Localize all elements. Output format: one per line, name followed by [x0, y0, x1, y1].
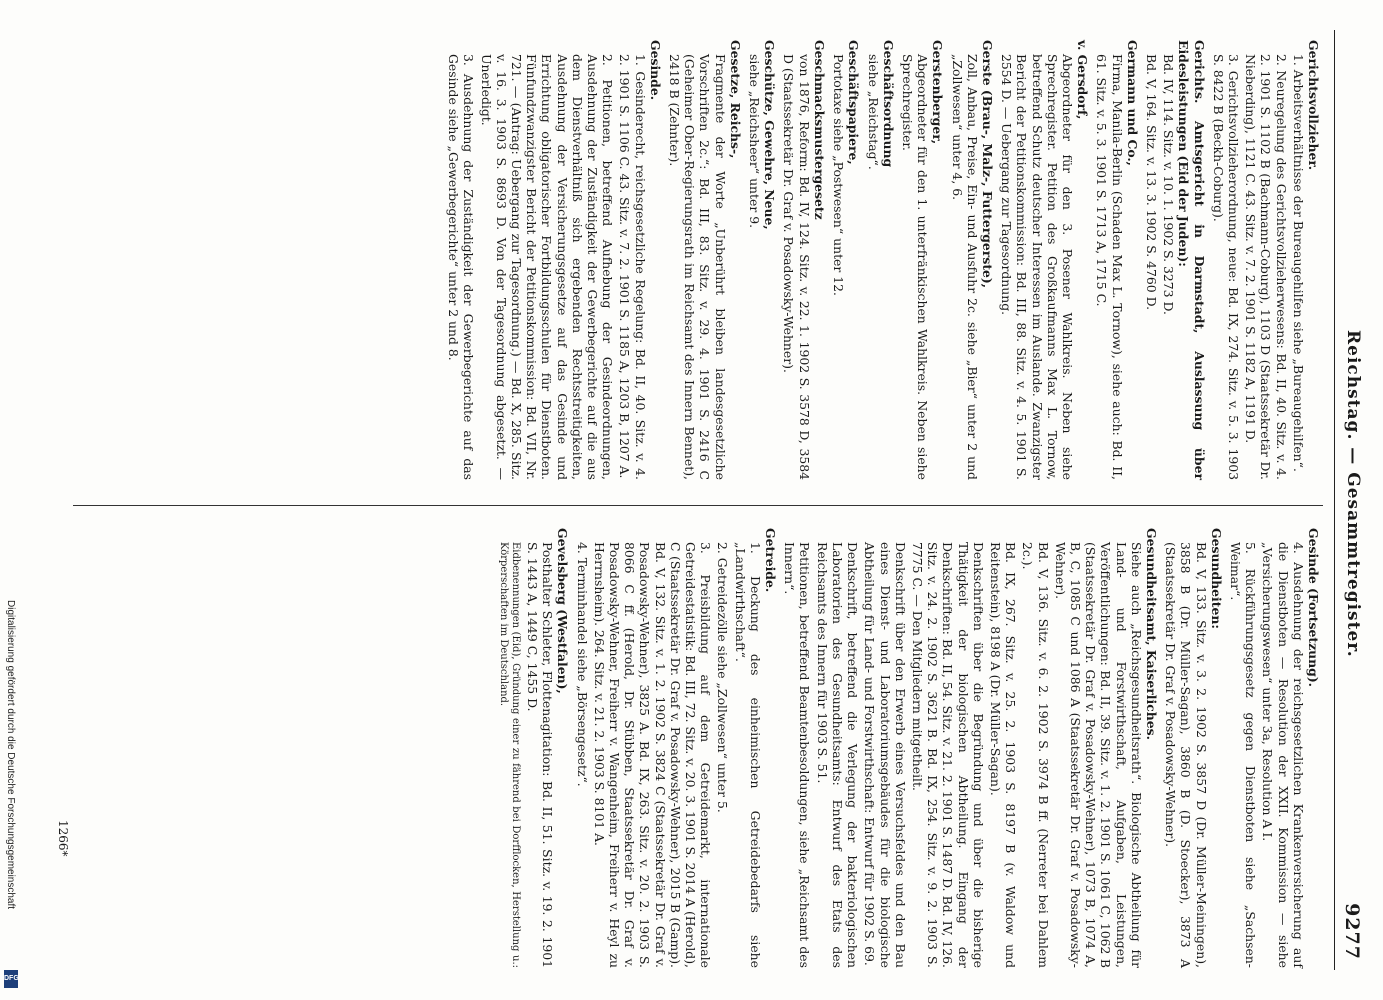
entry-heading: Germann und Co.,	[1124, 40, 1140, 166]
entry-reference: 5. Rückführungsgesetz gegen Dienstboten siehe „Sachsen-Weimar“.	[1227, 542, 1259, 968]
entry-reference: 1. Gesinderecht, reichsgesetzliche Regelung: Bd. II, 40. Sitz. v. 4. 2. 1901 S. 1106 C. 43. Sitz. v. 7. 2. 1901 S. 1185 A, 1203 B, 1207 A.	[617, 54, 648, 480]
right-column	[495, 528, 1321, 968]
index-entry	[747, 40, 777, 480]
entry-reference: Siehe auch „Reichsgesundheitsrath“. Biologische Abtheilung für Land- und Forstwirthschaft, Aufgaben, Leistungen, Veröffentlichungen: Bd. II, 39. Sitz. v. 1. 2. 1901 S. 1061 C, 1062 B (Staatssekretär Dr. Graf v. Posadowsky-Wehner), 1073 B, 1074 A, B, C, 1085 C und 1086 A (Staatssekretär Dr. Graf v. Posadowsky-Wehner).	[1052, 542, 1144, 968]
entry-heading: Gesinde.	[647, 40, 663, 101]
entry-reference: Zoll, Anbau, Preise, Ein- und Ausfuhr 2c. siehe „Bier“ unter 2 und „Zollwesen“ unter 4, 6.	[949, 54, 980, 480]
entry-reference: 4. Terminhandel siehe „Börsengesetz“.	[574, 542, 590, 787]
entry-reference: Portotaxe siehe „Postwesen“ unter 12.	[831, 54, 847, 296]
entry-heading: Gesinde (Fortsetzung).	[1306, 528, 1321, 687]
entry-reference: Bd. V, 164. Sitz. v. 13. 3. 1902 S. 4760 D.	[1143, 54, 1159, 311]
entry-heading: Gevelsberg (Westfalen),	[555, 528, 571, 694]
entry-reference: Bd. V, 133. Sitz. v. 3. 2. 1902 S. 3857 D (Dr. Müller-Meiningen), 3858 B (Dr. Müller-Sagan), 3860 B (D. Stoecker), 3873 A (Staatssekretär Dr. Graf v. Posadowsky-Wehner).	[1163, 542, 1209, 968]
entry-reference: 3. Gerichtsvollzieherordnung, neue: Bd. IX, 274. Sitz. v. 5. 3. 1903 S. 8422 B (Beckh-Coburg).	[1210, 54, 1241, 480]
left-column	[442, 40, 1321, 480]
index-entry	[1163, 528, 1224, 968]
column-divider	[73, 505, 1323, 506]
index-entry	[525, 528, 571, 968]
footer-number: 1266*	[56, 820, 70, 857]
entry-heading: Gerste (Brau-, Malz-, Futtergerste),	[979, 40, 995, 289]
index-entry	[1094, 40, 1140, 480]
header-rule	[1334, 30, 1335, 970]
entry-heading: Geschmacksmustergesetz	[811, 40, 827, 220]
index-entry	[446, 40, 663, 480]
entry-reference: Bd. IX, 267. Sitz. v. 25. 2. 1903 S. 8197 B (v. Waldow und Reitenstein), 8198 A (Dr. Müller-Sagan).	[987, 542, 1019, 968]
entry-reference: Bd. V, 136. Sitz. v. 6. 2. 1902 S. 3974 B ff. (Nerreter bei Dahlem 2c.).	[1020, 542, 1051, 968]
index-entry	[865, 40, 895, 480]
entry-heading: Gerichtsvollzieher.	[1306, 40, 1321, 171]
entry-heading: Gesundheiten:	[1208, 528, 1224, 629]
index-entry	[667, 40, 743, 480]
entry-heading: Getreide.	[763, 528, 779, 593]
header-title: Reichstag. — Gesammtregister.	[1343, 330, 1363, 658]
index-entry	[782, 528, 1159, 968]
index-entry	[831, 40, 861, 480]
entry-reference: 2. Petitionen, betreffend Aufhebung der Gesindeordnungen, Ausdehnung der Zuständigkeit der Gewerbegerichte auf die aus dem Dienstverhältniß sich ergebenden Rechtsstreitigkeiten, Ausdehnung der Versicherungsgesetze auf das Gesinde und Errichtung obligatorischer Fortbildungsschulen für Dienstboten. Fünfundzwanzigster Bericht der Petitionskommission: Bd. VII, Nr. 721. — (Antrag: Uebergang zur Tagesordnung.) — Bd. X, 285. Sitz. v. 16. 3. 1903 S. 8693 D. Von der Tagesordnung abgesetzt. — Unerledigt.	[478, 54, 616, 480]
entry-heading: Gerstenberger,	[930, 40, 946, 145]
running-header	[1337, 40, 1363, 960]
dfg-logo-icon: DFG	[4, 970, 18, 988]
dfg-notice-text: Digitalisierung gefördert durch die Deutsche Forschungsgemeinschaft	[5, 600, 16, 910]
entry-reference: siehe „Reichsheer“ unter 9.	[747, 54, 763, 229]
entry-reference: Abgeordneter für den 3. Posener Wahlkreis. Neben siehe Sprechregister. Petition des Großkaufmanns Max L. Tornow, betreffend Schutz deutscher Interessen im Auslande. Zwanzigster Bericht der Petitionskommission: Bd. III, 88. Sitz. v. 4. 5. 1901 S. 2554 D. — Uebergang zur Tagesordnung.	[999, 54, 1075, 480]
index-entry	[900, 40, 946, 480]
index-entry	[1228, 528, 1321, 968]
entry-reference: Posthalter Schleter, Flottenagitation: Bd. II, 51. Sitz. v. 19. 2. 1901 S. 1443 A, 1449 C, 1455 D.	[525, 542, 556, 968]
entry-heading: Gerichts. Amtsgericht in Darmstadt, Auslassung über Eidesleistungen (Eid der Juden):	[1176, 40, 1207, 480]
entry-reference: 4. Ausdehnung der reichsgesetzlichen Krankenversicherung auf die Dienstboten — Resolution der XXII. Kommission — siehe „Versicherungswesen“ unter 3a, Resolution A I.	[1260, 542, 1306, 968]
index-entry	[781, 40, 827, 480]
entry-heading: v. Gersdorf,	[1075, 40, 1091, 120]
entry-heading: Gesetze, Reichs-,	[727, 40, 743, 159]
page-number: 9277	[1341, 903, 1363, 960]
entry-heading: Gesundheitsamt, Kaiserliches.	[1143, 528, 1159, 740]
entry-reference: Bd. IV, 114. Sitz. v. 10. 1. 1902 S. 3273 D.	[1161, 54, 1177, 315]
entry-reference: 3. Ausdehnung der Zuständigkeit der Gewerbegerichte auf das Gesinde siehe „Gewerbegerichte“ unter 2 und 8.	[446, 54, 477, 480]
entry-heading: Geschütze, Gewehre, Neue,	[762, 40, 778, 230]
entry-reference: Petitionen, betreffend Beamtenbesoldungen, siehe „Reichsamt des Innern“.	[782, 542, 813, 968]
entry-reference: 2. Getreidezölle siehe „Zollwesen“ unter 5.	[715, 542, 731, 813]
entry-reference: Denkschrift über den Erwerb eines Versuchsfeldes und den Bau eines Dienst- und Laboratoriumsgebäudes für die biologische Abtheilung für Land- und Forstwirthschaft: Entwurf für 1902 S. 69.	[862, 542, 908, 968]
entry-reference: Denkschrift, betreffend die Verlegung der bakteriologischen Laboratorien des Gesundheitsamts: Entwurf des Etats des Reichsamts des Innern für 1903 S. 51.	[814, 542, 861, 968]
margin-note: Eidbenennungen (Eid), Gründung einer zu fährend bei Dorfflocken, Herstellung u.: Körperschaften im Deutschland.	[497, 542, 521, 968]
entry-reference: 1. Deckung des einheimischen Getreidebedarfs siehe „Landwirthschaft“.	[732, 542, 763, 968]
entry-reference: 2. Neuregelung des Gerichtsvollzieherwesens: Bd. II, 40. Sitz. v. 4. 2. 1901 S. 1102 B (Bachmann-Coburg), 1103 D (Staatssekretär Dr. Nieberding), 1121 C. 43. Sitz. v. 7. 2. 1901 S. 1182 A, 1191 D.	[1243, 54, 1289, 480]
index-entry	[949, 40, 995, 480]
entry-reference: von 1876, Reform: Bd. IV, 124. Sitz. v. 22. 1. 1902 S. 3578 D, 3584 D (Staatssekretär Dr. Graf v. Posadowsky-Wehner).	[781, 54, 812, 480]
entry-heading: Geschäftsordnung	[880, 40, 896, 168]
index-entry	[1144, 40, 1207, 480]
index-entry	[999, 40, 1090, 480]
dfg-notice	[4, 600, 18, 990]
entry-reference: 1. Arbeitsverhältnisse der Bureaugehilfen siehe „Bureaugehilfen“.	[1290, 54, 1306, 472]
index-entry	[1211, 40, 1321, 480]
index-entry	[574, 528, 778, 968]
entry-reference: Fragmente der Worte „Unberührt bleiben landesgesetzliche Vorschriften 2c.“: Bd. III, 83. Sitz. v. 29. 4. 1901 S. 2416 C (Geheimer Ober-Regierungsrath im Reichsamt des Innern Bennet), 2418 B (Zehnter).	[667, 54, 728, 480]
entry-reference: Denkschriften über die Begründung und über die bisherige Thätigkeit der biologischen Abtheilung. Eingang der Denkschriften: Bd. II, 54. Sitz. v. 21. 2. 1901 S. 1487 D. Bd. IV, 126. Sitz. v. 24. 2. 1902 S. 3621 B. Bd. IX, 254. Sitz. v. 9. 2. 1903 S. 7775 C. — Den Mitgliedern mitgetheilt.	[909, 542, 986, 968]
entry-reference: Abgeordneter für den 1. unterfränkischen Wahlkreis. Neben siehe Sprechregister.	[899, 54, 931, 480]
entry-heading: Geschäftspapiere,	[846, 40, 862, 165]
entry-reference: Firma, Manila-Berlin (Schaden Max L. Tornow), siehe auch: Bd. II, 61. Sitz. v. 5. 3. 1901 S. 1713 A, 1715 C.	[1094, 54, 1125, 480]
entry-reference: 3. Preisbildung auf dem Getreidemarkt, internationale Getreidestatistik: Bd. III, 72. Sitz. v. 20. 3. 1901 S. 2014 A (Herold), C (Staatssekretär Dr. Graf v. Posadowsky-Wehner), 2015 B (Gamp). Bd. V, 132. Sitz. v. 1. 2. 1902 S. 3824 C (Staatssekretär Dr. Graf v. Posadowsky-Wehner), 3825 A. Bd. IX, 263. Sitz. v. 20. 2. 1903 S. 8066 C ff. (Herold, Dr. Stübben, Staatssekretär Dr. Graf v. Posadowsky-Wehner, Freiherr v. Wangenheim, Freiherr v. Heyl zu Herrnsheim). 264. Sitz. v. 21. 2. 1903 S. 8101 A.	[591, 542, 714, 968]
entry-reference: siehe „Reichstag“.	[865, 54, 881, 170]
